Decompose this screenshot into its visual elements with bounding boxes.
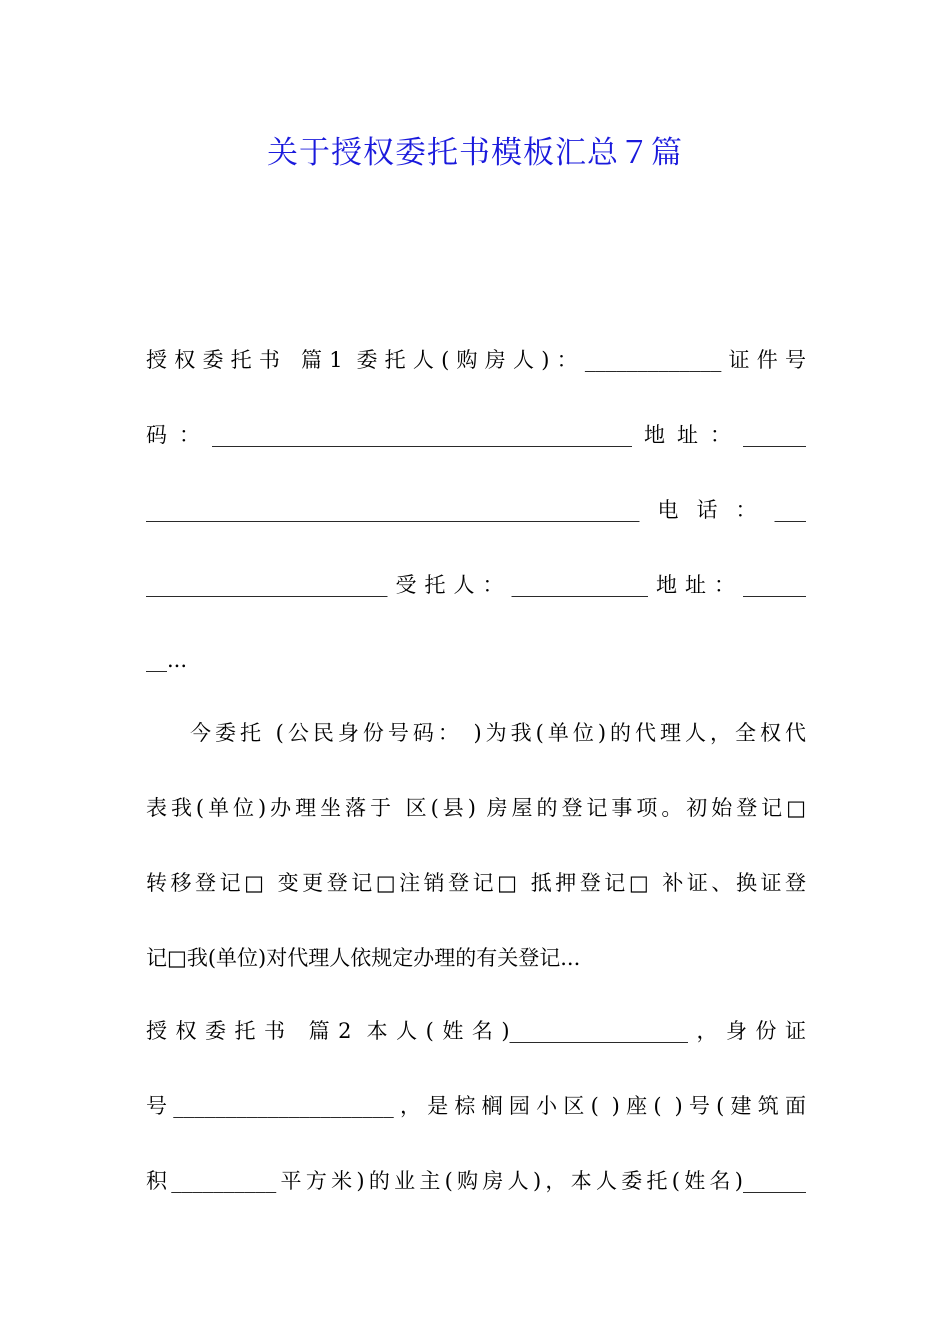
body-line-3: _______________________________________________电话：___ [146, 498, 806, 522]
body-line-6: 今委托 (公民身份号码： )为我(单位)的代理人，全权代 [190, 721, 806, 745]
document-title: 关于授权委托书模板汇总７篇 [267, 135, 683, 171]
body-line-5: __... [146, 648, 188, 672]
body-line-2: 码：________________________________________地址：______ [146, 423, 806, 447]
body-line-4: _______________________受托人：_____________地址：______ [146, 573, 806, 597]
body-line-11: 号_____________________，是棕榈园小区( )座( )号(建筑面 [146, 1094, 806, 1118]
body-line-8: 转移登记□ 变更登记□注销登记□ 抵押登记□ 补证、换证登 [146, 871, 806, 895]
body-line-7: 表我(单位)办理坐落于 区(县) 房屋的登记事项。初始登记□ [146, 796, 806, 820]
body-line-10: 授权委托书 篇2 本人(姓名)_________________，身份证 [146, 1019, 806, 1043]
body-line-1: 授权委托书 篇1 委托人(购房人)：_____________证件号 [146, 348, 806, 372]
body-line-12: 积__________平方米)的业主(购房人)，本人委托(姓名)______ [146, 1169, 806, 1193]
body-line-9: 记□我(单位)对代理人依规定办理的有关登记... [146, 946, 581, 970]
